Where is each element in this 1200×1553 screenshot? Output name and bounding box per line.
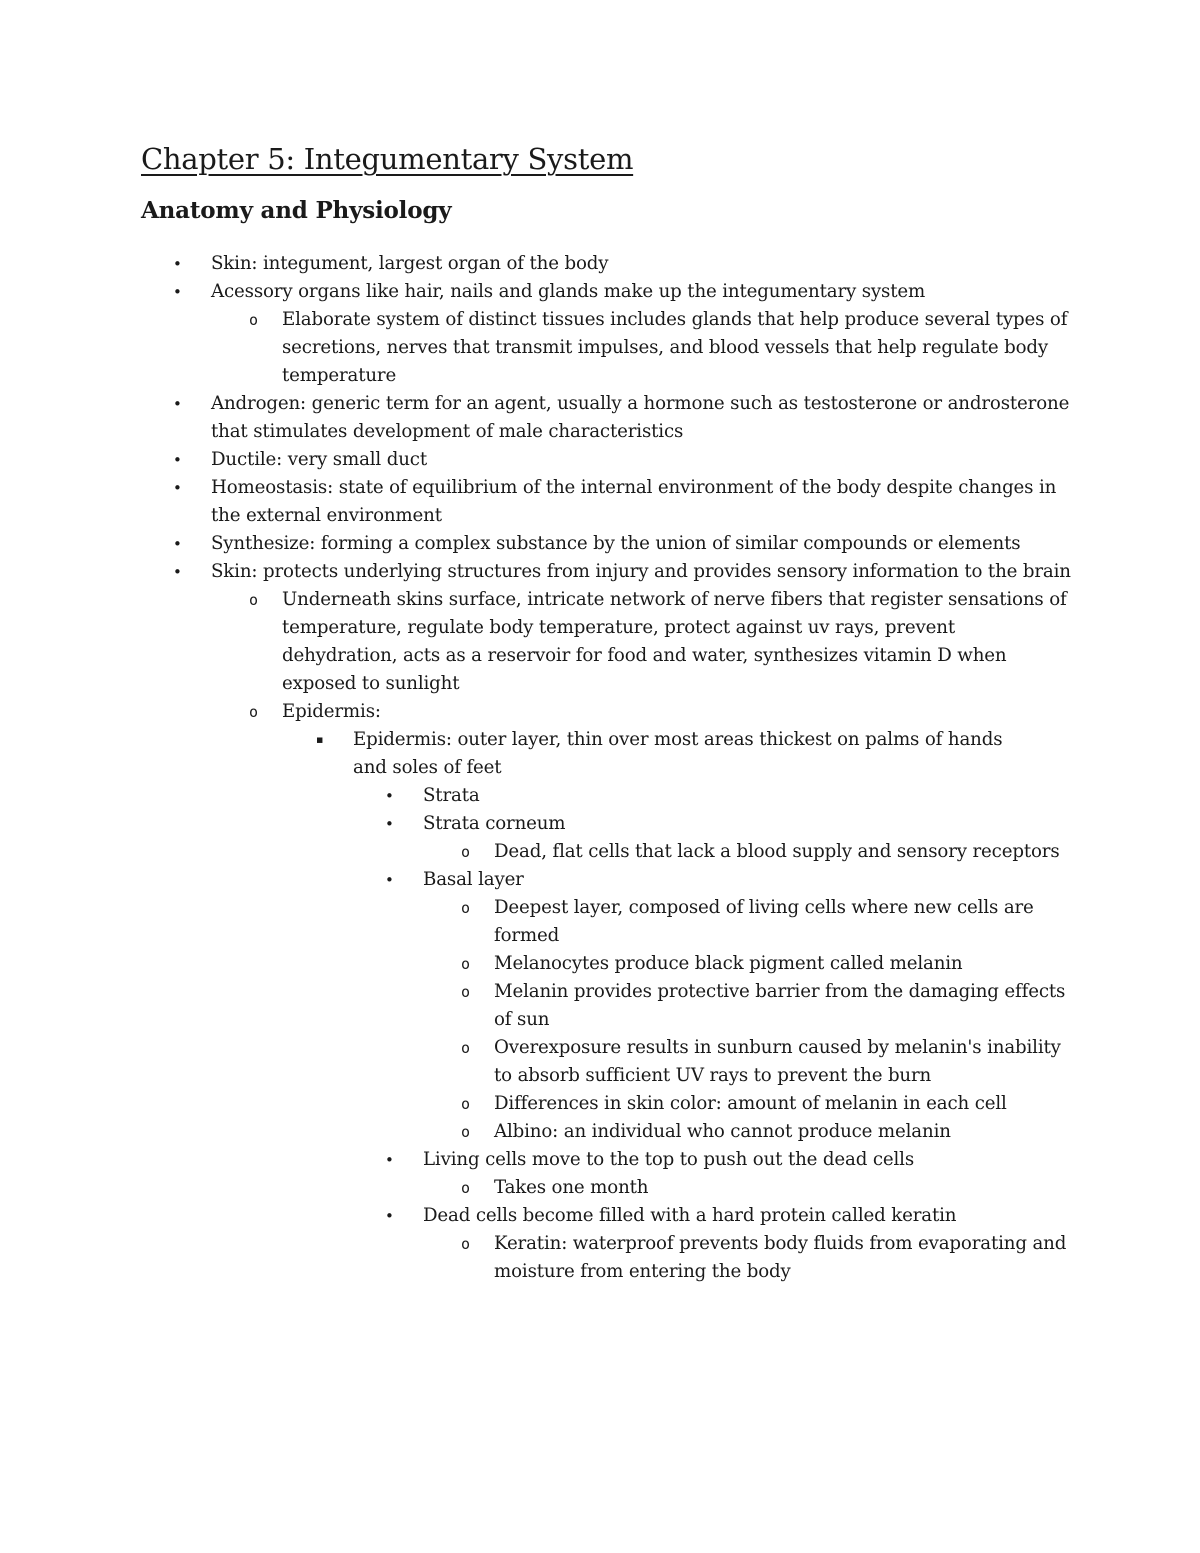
list-item-text: Basal layer — [423, 869, 524, 890]
list-item — [173, 250, 1071, 278]
list-item-text: Skin: integument, largest organ of the body — [211, 253, 609, 274]
bullet-marker: • — [385, 871, 394, 889]
list-item-text: Overexposure results in sunburn caused by melanin's inability to absorb sufficient UV rays to prevent the burn — [494, 1037, 1061, 1086]
bullet-marker: • — [385, 1207, 394, 1225]
list-item — [461, 1118, 1074, 1146]
section-heading: Anatomy and Physiology — [141, 197, 452, 224]
circle-marker: o — [461, 1123, 470, 1141]
list-item — [249, 698, 1072, 726]
list-item-text: Strata — [423, 785, 480, 806]
bullet-marker: • — [385, 787, 394, 805]
list-item — [385, 866, 1063, 894]
bullet-marker: • — [173, 451, 182, 469]
list-item — [385, 1202, 1063, 1230]
square-marker: ▪ — [316, 733, 324, 746]
circle-marker: o — [249, 591, 258, 609]
list-item-text: Synthesize: forming a complex substance by the union of similar compounds or elements — [211, 533, 1021, 554]
list-item — [173, 278, 1071, 306]
list-item — [173, 474, 1071, 530]
circle-marker: o — [461, 1095, 470, 1113]
list-item — [173, 390, 1071, 446]
list-item — [385, 810, 1063, 838]
list-item-text: Ductile: very small duct — [211, 449, 427, 470]
circle-marker: o — [461, 1235, 470, 1253]
list-item-text: Melanin provides protective barrier from the damaging effects of sun — [494, 981, 1066, 1030]
circle-marker: o — [461, 983, 470, 1001]
bullet-marker: • — [173, 563, 182, 581]
list-item-text: Takes one month — [494, 1177, 649, 1198]
list-item-text: Elaborate system of distinct tissues includes glands that help produce several types of secretions, nerves that transmit impulses, and blood vessels that help regulate body temperature — [282, 309, 1068, 386]
circle-marker: o — [461, 899, 470, 917]
bullet-marker: • — [173, 479, 182, 497]
list-item-text: Dead, flat cells that lack a blood supply and sensory receptors — [494, 841, 1060, 862]
list-item — [461, 894, 1074, 950]
circle-marker: o — [249, 311, 258, 329]
list-item-text: Androgen: generic term for an agent, usually a hormone such as testosterone or androsterone that stimulates development of male characteristics — [211, 393, 1070, 442]
circle-marker: o — [461, 843, 470, 861]
list-item — [461, 1034, 1074, 1090]
outline-list — [0, 250, 1200, 1286]
list-item-text: Homeostasis: state of equilibrium of the internal environment of the body despite changes in the external environment — [211, 477, 1057, 526]
list-item-text: Underneath skins surface, intricate network of nerve fibers that register sensations of temperature, regulate body temperature, protect against uv rays, prevent dehydration, acts as a reservoir for food and water, synthesizes vitamin D when exposed to sunlight — [282, 589, 1067, 694]
list-item-text: Keratin: waterproof prevents body fluids from evaporating and moisture from entering the body — [494, 1233, 1067, 1282]
list-item — [173, 530, 1071, 558]
circle-marker: o — [249, 703, 258, 721]
list-item — [249, 306, 1072, 390]
list-item-text: Dead cells become filled with a hard protein called keratin — [423, 1205, 957, 1226]
list-item-text: Epidermis: outer layer, thin over most areas thickest on palms of hands and soles of feet — [353, 729, 1003, 778]
list-item — [461, 950, 1074, 978]
list-item — [461, 1174, 1074, 1202]
list-item — [461, 1230, 1074, 1286]
list-item-text: Deepest layer, composed of living cells where new cells are formed — [494, 897, 1034, 946]
circle-marker: o — [461, 955, 470, 973]
list-item-text: Melanocytes produce black pigment called melanin — [494, 953, 963, 974]
circle-marker: o — [461, 1039, 470, 1057]
list-item-text: Epidermis: — [282, 701, 381, 722]
list-item-text: Strata corneum — [423, 813, 566, 834]
bullet-marker: • — [173, 283, 182, 301]
list-item — [385, 782, 1063, 810]
list-item-text: Acessory organs like hair, nails and glands make up the integumentary system — [211, 281, 926, 302]
list-item — [173, 446, 1071, 474]
list-item — [461, 1090, 1074, 1118]
bullet-marker: • — [173, 395, 182, 413]
bullet-marker: • — [385, 815, 394, 833]
list-item — [173, 558, 1071, 586]
list-item — [385, 1146, 1063, 1174]
list-item — [249, 586, 1072, 698]
list-item-text: Differences in skin color: amount of melanin in each cell — [494, 1093, 1007, 1114]
bullet-marker: • — [385, 1151, 394, 1169]
list-item-text: Albino: an individual who cannot produce melanin — [494, 1121, 951, 1142]
bullet-marker: • — [173, 255, 182, 273]
list-item — [316, 726, 1033, 782]
list-item-text: Living cells move to the top to push out the dead cells — [423, 1149, 915, 1170]
list-item — [461, 978, 1074, 1034]
list-item — [461, 838, 1074, 866]
document-title: Chapter 5: Integumentary System — [141, 142, 634, 176]
bullet-marker: • — [173, 535, 182, 553]
list-item-text: Skin: protects underlying structures from injury and provides sensory information to the brain — [211, 561, 1071, 582]
circle-marker: o — [461, 1179, 470, 1197]
